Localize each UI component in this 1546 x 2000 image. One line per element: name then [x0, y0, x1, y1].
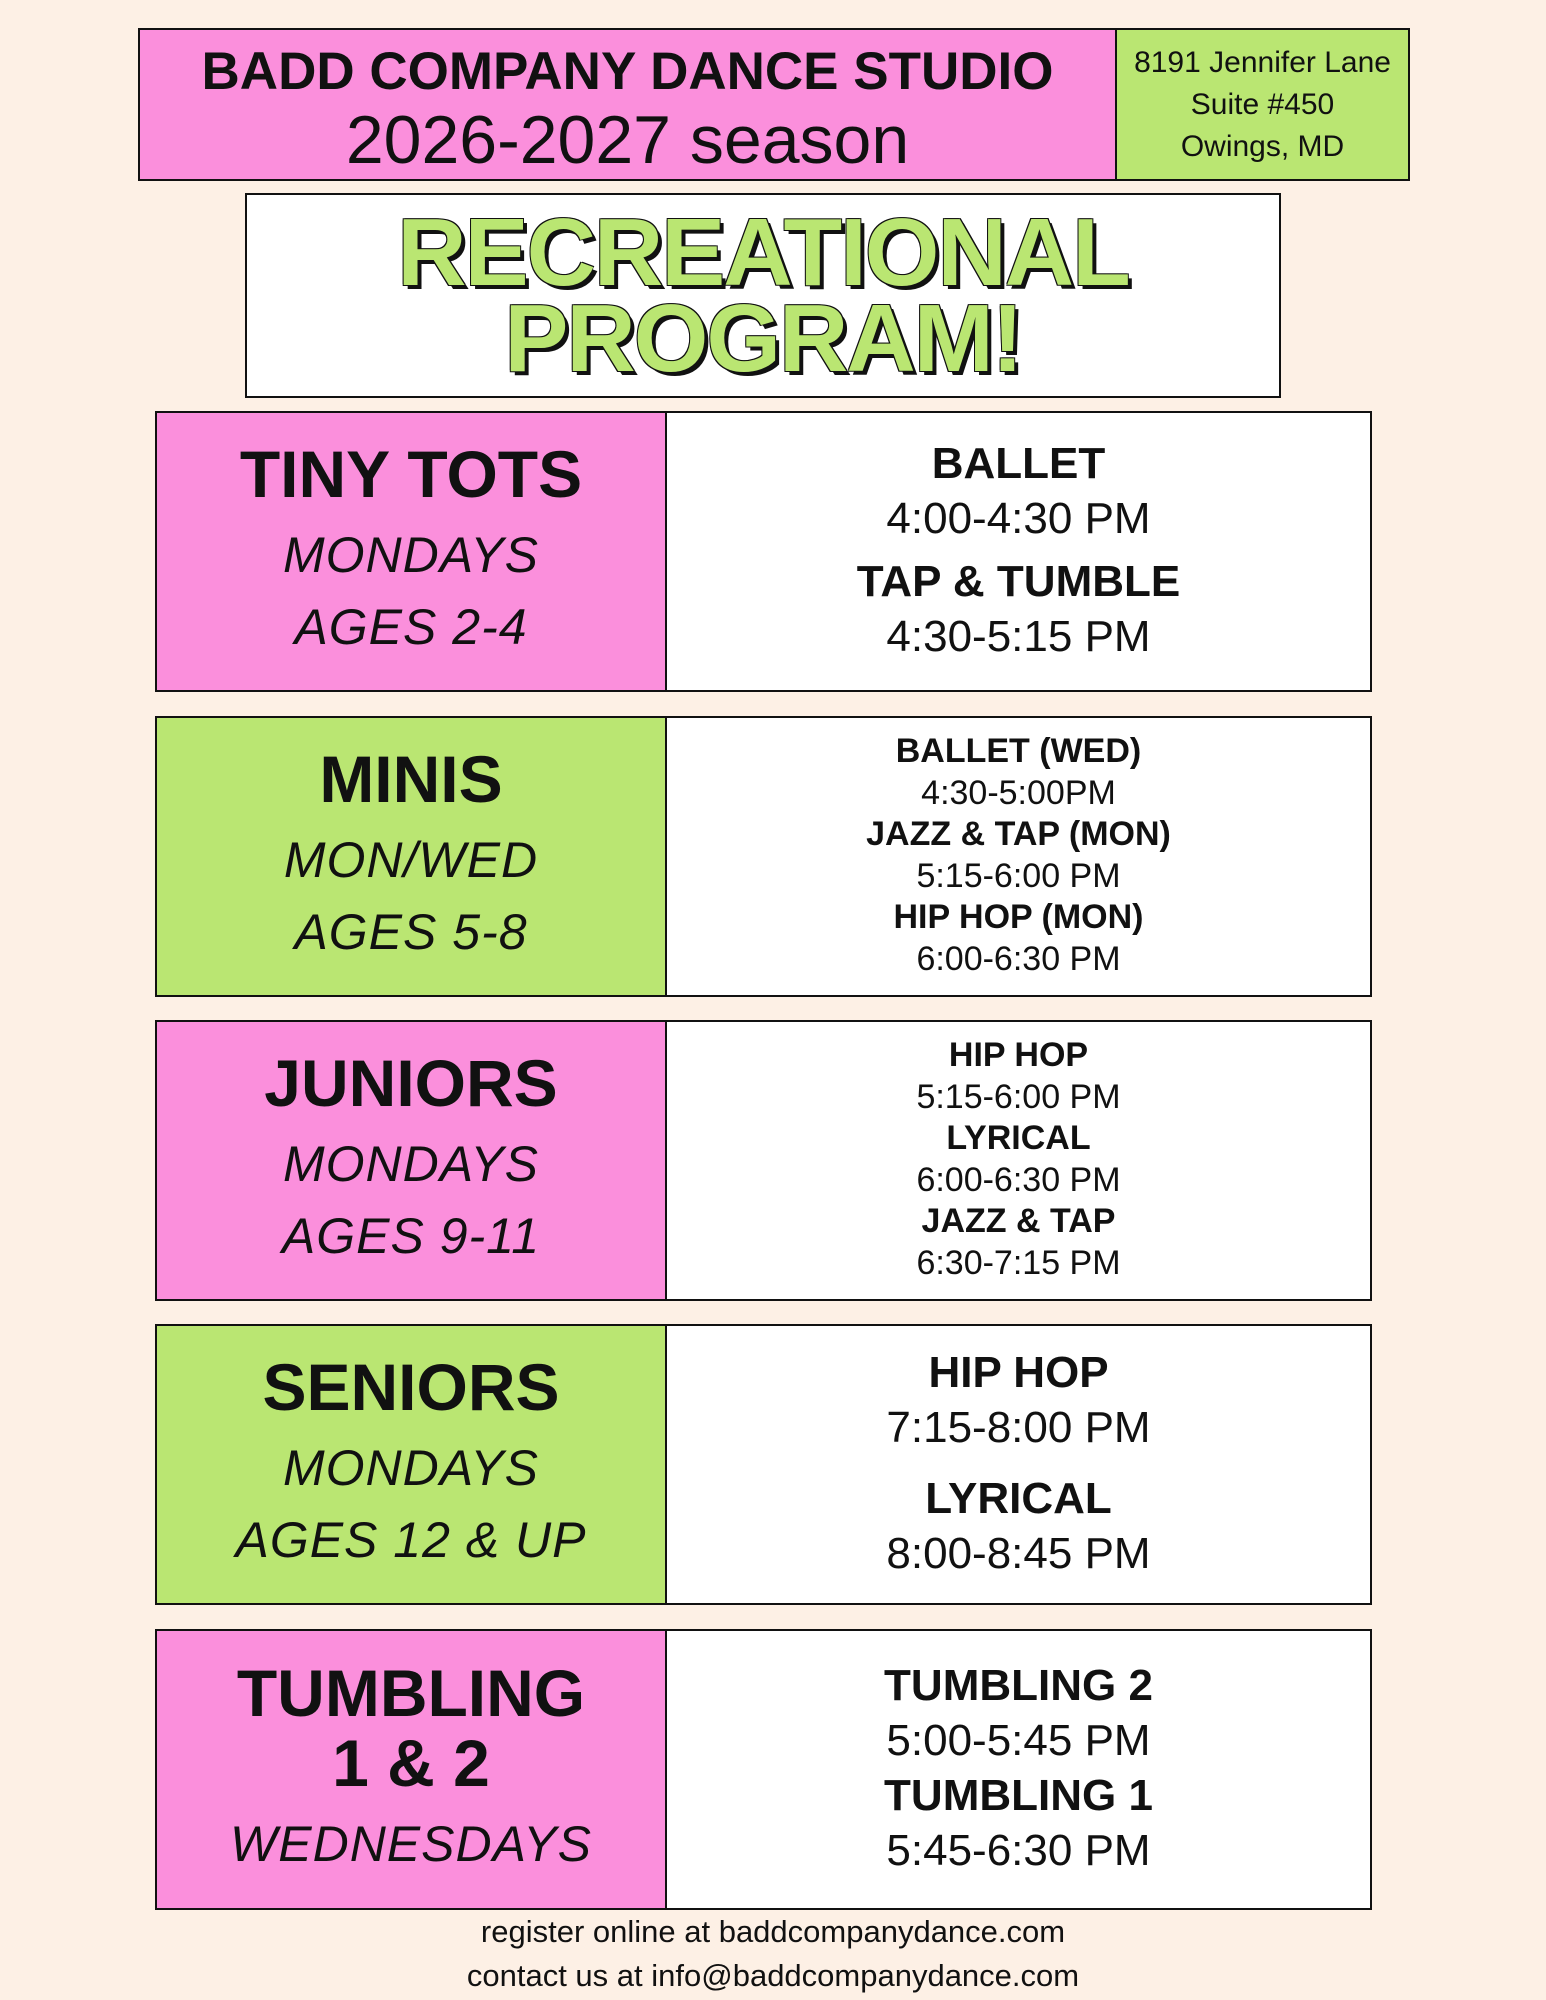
- banner-line-2: PROGRAM!: [504, 284, 1022, 392]
- class-schedule: [667, 1022, 1370, 1299]
- class-time: 7:15-8:00 PM: [886, 1403, 1151, 1453]
- class-schedule: [667, 1631, 1370, 1908]
- banner-line-1: RECREATIONAL: [397, 198, 1129, 306]
- address-suite: Suite #450: [1190, 87, 1335, 121]
- class-schedule: [667, 413, 1370, 690]
- class-name: BALLET (WED): [895, 731, 1142, 770]
- register-text: register online at baddcompanydance.com: [480, 1914, 1066, 1949]
- program-name: MINIS: [319, 741, 503, 816]
- class-name: JAZZ & TAP: [921, 1202, 1116, 1241]
- footer: [0, 1910, 1546, 1998]
- class-time: 4:30-5:15 PM: [886, 612, 1151, 662]
- program-name-levels: 1 & 2: [332, 1725, 490, 1800]
- class-name: LYRICAL: [925, 1473, 1112, 1523]
- program-days: MON/WED: [283, 832, 539, 889]
- program-info: [157, 1326, 667, 1603]
- program-row-minis: [155, 716, 1372, 997]
- program-info: [157, 1022, 667, 1299]
- program-info: [157, 718, 667, 995]
- program-name: TUMBLING: [236, 1656, 586, 1731]
- program-row-tumbling: [155, 1629, 1372, 1910]
- class-name: HIP HOP: [948, 1035, 1089, 1074]
- program-days: WEDNESDAYS: [230, 1815, 592, 1872]
- address-street: 8191 Jennifer Lane: [1134, 45, 1391, 79]
- program-days: MONDAYS: [282, 527, 540, 584]
- contact-text: contact us at info@baddcompanydance.com: [466, 1958, 1080, 1993]
- class-time: 4:30-5:00PM: [921, 773, 1116, 812]
- program-info: [157, 413, 667, 690]
- class-schedule: [667, 718, 1370, 995]
- address-box: [1115, 28, 1410, 181]
- program-row-juniors: [155, 1020, 1372, 1301]
- address-city: Owings, MD: [1180, 129, 1345, 163]
- program-ages: AGES 5-8: [294, 904, 528, 961]
- program-banner: [245, 193, 1281, 398]
- class-name: BALLET: [931, 438, 1106, 488]
- program-ages: AGES 9-11: [281, 1208, 541, 1265]
- class-time: 6:30-7:15 PM: [916, 1244, 1121, 1283]
- class-name: HIP HOP: [928, 1347, 1109, 1397]
- class-time: 5:15-6:00 PM: [916, 856, 1121, 895]
- program-row-seniors: [155, 1324, 1372, 1605]
- class-time: 8:00-8:45 PM: [886, 1529, 1151, 1579]
- season-label: 2026-2027 season: [345, 101, 910, 178]
- class-name: JAZZ & TAP (MON): [866, 814, 1171, 853]
- program-name: JUNIORS: [264, 1045, 558, 1120]
- studio-name: BADD COMPANY DANCE STUDIO: [201, 42, 1054, 101]
- class-name: TUMBLING 1: [884, 1770, 1153, 1820]
- class-time: 5:15-6:00 PM: [916, 1077, 1121, 1116]
- program-days: MONDAYS: [282, 1440, 540, 1497]
- program-name: SENIORS: [262, 1349, 560, 1424]
- class-name: HIP HOP (MON): [893, 898, 1144, 937]
- program-days: MONDAYS: [282, 1136, 540, 1193]
- class-name: TAP & TUMBLE: [856, 556, 1181, 606]
- program-row-tiny-tots: [155, 411, 1372, 692]
- class-name: TUMBLING 2: [884, 1660, 1153, 1710]
- program-name: TINY TOTS: [239, 436, 583, 511]
- class-time: 4:00-4:30 PM: [886, 494, 1151, 544]
- class-time: 5:45-6:30 PM: [886, 1826, 1151, 1876]
- program-info: [157, 1631, 667, 1908]
- program-ages: AGES 12 & UP: [235, 1512, 587, 1569]
- class-name: LYRICAL: [946, 1118, 1091, 1157]
- class-time: 5:00-5:45 PM: [886, 1716, 1151, 1766]
- class-time: 6:00-6:30 PM: [916, 1160, 1121, 1199]
- header-title-box: [138, 28, 1117, 181]
- class-time: 6:00-6:30 PM: [916, 940, 1121, 979]
- class-schedule: [667, 1326, 1370, 1603]
- program-ages: AGES 2-4: [294, 599, 528, 656]
